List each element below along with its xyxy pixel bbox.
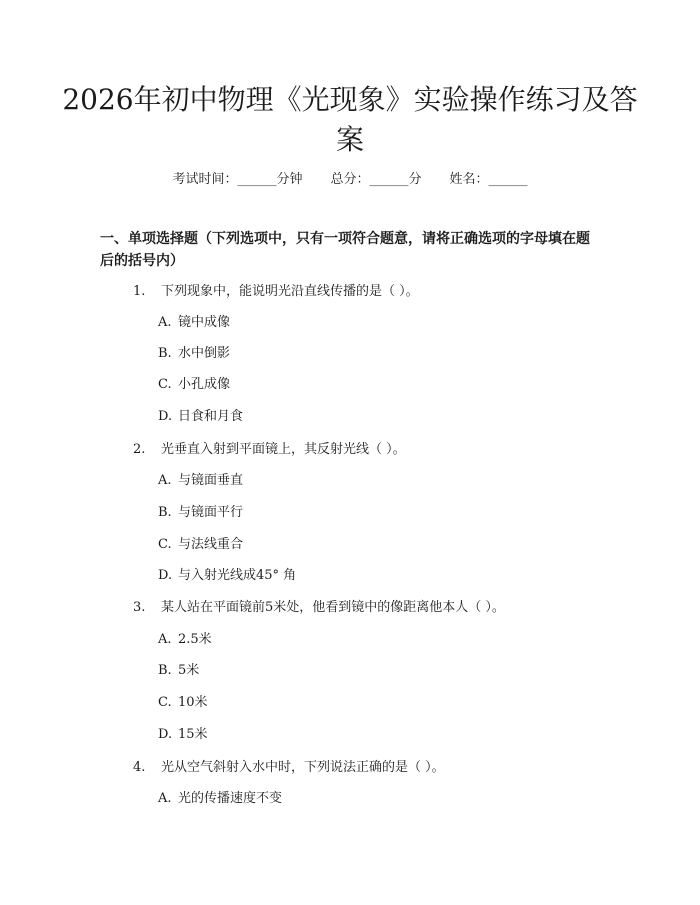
option-text: 与入射光线成45° 角	[178, 568, 297, 583]
option-letter: C.	[158, 377, 172, 392]
option-letter: A.	[158, 791, 172, 806]
option-3d	[158, 725, 208, 745]
question-number: 1.	[133, 284, 146, 299]
option-text: 与镜面平行	[178, 505, 244, 520]
option-letter: B.	[158, 663, 172, 678]
question-3	[133, 598, 505, 618]
option-text: 10米	[178, 695, 208, 710]
option-3a	[158, 630, 212, 650]
option-1c	[158, 375, 230, 395]
question-text: 下列现象中，能说明光沿直线传播的是（ ）。	[161, 284, 419, 299]
option-3b	[158, 661, 199, 681]
option-text: 5米	[178, 663, 200, 678]
option-4a	[158, 789, 282, 809]
option-2d	[158, 566, 296, 586]
option-text: 与镜面垂直	[178, 473, 244, 488]
question-number: 2.	[133, 442, 146, 457]
exam-info-line	[0, 168, 700, 187]
option-text: 与法线重合	[178, 537, 244, 552]
option-3c	[158, 693, 208, 713]
option-letter: D.	[158, 568, 173, 583]
question-text: 某人站在平面镜前5米处，他看到镜中的像距离他本人（ ）。	[161, 600, 505, 615]
option-text: 15米	[178, 727, 208, 742]
question-1	[133, 282, 419, 302]
question-number: 3.	[133, 600, 146, 615]
option-2b	[158, 503, 243, 523]
question-text: 光从空气斜射入水中时，下列说法正确的是（ ）。	[161, 760, 445, 775]
option-letter: B.	[158, 346, 172, 361]
option-letter: A.	[158, 632, 172, 647]
option-letter: D.	[158, 409, 173, 424]
option-text: 光的传播速度不变	[178, 791, 283, 806]
question-2	[133, 440, 406, 460]
option-text: 小孔成像	[178, 377, 231, 392]
question-number: 4.	[133, 760, 146, 775]
option-2a	[158, 471, 243, 491]
option-1a	[158, 313, 230, 333]
option-letter: B.	[158, 505, 172, 520]
option-letter: A.	[158, 315, 172, 330]
question-text: 光垂直入射到平面镜上，其反射光线（ ）。	[161, 442, 406, 457]
option-letter: D.	[158, 727, 173, 742]
option-text: 2.5米	[178, 632, 212, 647]
option-1b	[158, 344, 230, 364]
section-heading: 一、单项选择题（下列选项中，只有一项符合题意，请将正确选项的字母填在题后的括号内）	[100, 231, 590, 269]
document-title: 2026年初中物理《光现象》实验操作练习及答案	[62, 83, 638, 156]
option-letter: C.	[158, 537, 172, 552]
option-text: 水中倒影	[178, 346, 231, 361]
option-letter: C.	[158, 695, 172, 710]
score-field: 总分：______分	[330, 172, 422, 187]
option-2c	[158, 535, 243, 555]
option-text: 镜中成像	[178, 315, 231, 330]
name-field: 姓名：______	[449, 172, 528, 187]
option-text: 日食和月食	[178, 409, 244, 424]
question-4	[133, 758, 445, 778]
exam-time-field: 考试时间：______分钟	[172, 172, 303, 187]
option-letter: A.	[158, 473, 172, 488]
option-1d	[158, 407, 243, 427]
